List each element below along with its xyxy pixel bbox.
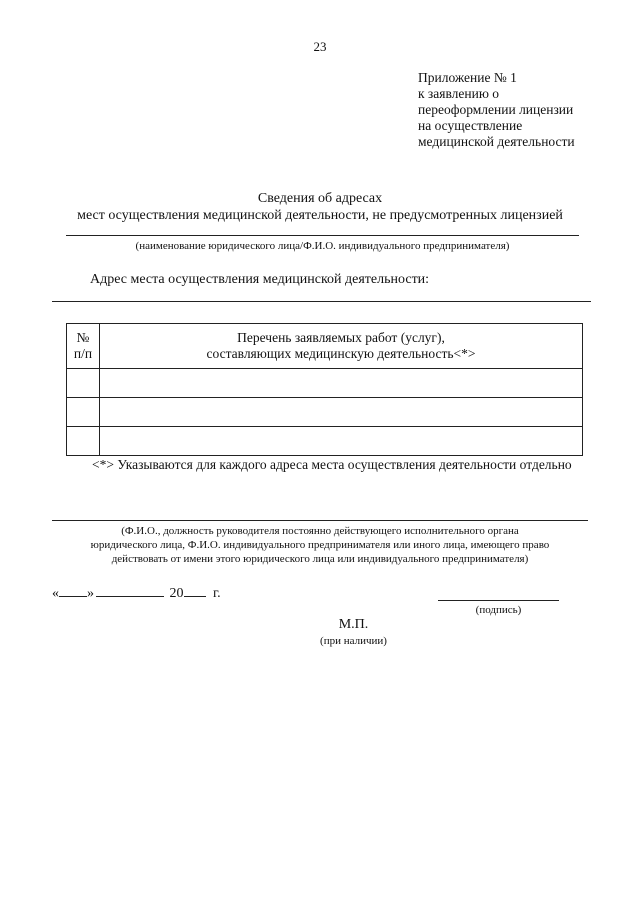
appendix-line: медицинской деятельности [418,134,575,149]
signer-caption-line-2: юридического лица, Ф.И.О. индивидуального предпринимателя или иного лица, имеющего право [90,539,550,551]
header-works-line-2: составляющих медицинскую деятельность<*> [206,346,476,361]
entity-caption: (наименование юридического лица/Ф.И.О. индивидуального предпринимателя) [135,240,510,252]
date-close-quote: » [87,586,94,601]
row-works-cell[interactable] [100,369,583,398]
header-works-line-1: Перечень заявляемых работ (услуг), [237,330,445,345]
table-row [67,369,583,398]
title-line-2: мест осуществления медицинской деятельности, не предусмотренных лицензией [77,208,563,223]
row-number-cell[interactable] [67,427,100,456]
table-header-row [67,324,583,369]
appendix-line: Приложение № 1 [418,70,517,85]
entity-name-field[interactable] [66,235,579,236]
appendix-line: к заявлению о [418,86,500,101]
table-row [67,398,583,427]
table-row [67,427,583,456]
address-label: Адрес места осуществления медицинской деятельности: [90,272,430,287]
appendix-reference [418,70,575,150]
header-works-cell [100,324,583,369]
date-open-quote: « [52,586,59,601]
date-line [52,586,221,602]
row-works-cell[interactable] [100,398,583,427]
works-table [66,323,583,456]
footnote: <*> Указываются для каждого адреса места осуществления деятельности отдельно [92,457,572,472]
day-field[interactable] [59,596,87,597]
year-prefix: 20 [169,586,184,601]
signature-field[interactable] [438,600,559,601]
row-number-cell[interactable] [67,398,100,427]
year-field[interactable] [184,596,206,597]
row-number-cell[interactable] [67,369,100,398]
appendix-line: на осуществление [418,118,523,133]
header-number-cell [67,324,100,369]
signer-field[interactable] [52,520,588,521]
signer-caption-line-1: (Ф.И.О., должность руководителя постоянно действующего исполнительного органа [121,525,519,537]
signature-caption: (подпись) [475,604,522,616]
header-number-line-2: п/п [73,346,93,361]
header-number-line-1: № [76,330,90,345]
stamp-note: (при наличии) [320,635,387,647]
year-suffix: г. [213,586,221,601]
row-works-cell[interactable] [100,427,583,456]
title-line-1: Сведения об адресах [257,191,383,206]
appendix-line: переоформлении лицензии [418,102,574,117]
page-number: 23 [313,39,327,54]
signer-caption-line-3: действовать от имени этого юридического лица или индивидуального предпринимателя) [111,553,529,565]
document-title [0,190,640,224]
month-field[interactable] [96,596,164,597]
stamp-label: М.П. [338,617,369,632]
address-field[interactable] [52,301,591,302]
signer-caption [40,524,600,566]
